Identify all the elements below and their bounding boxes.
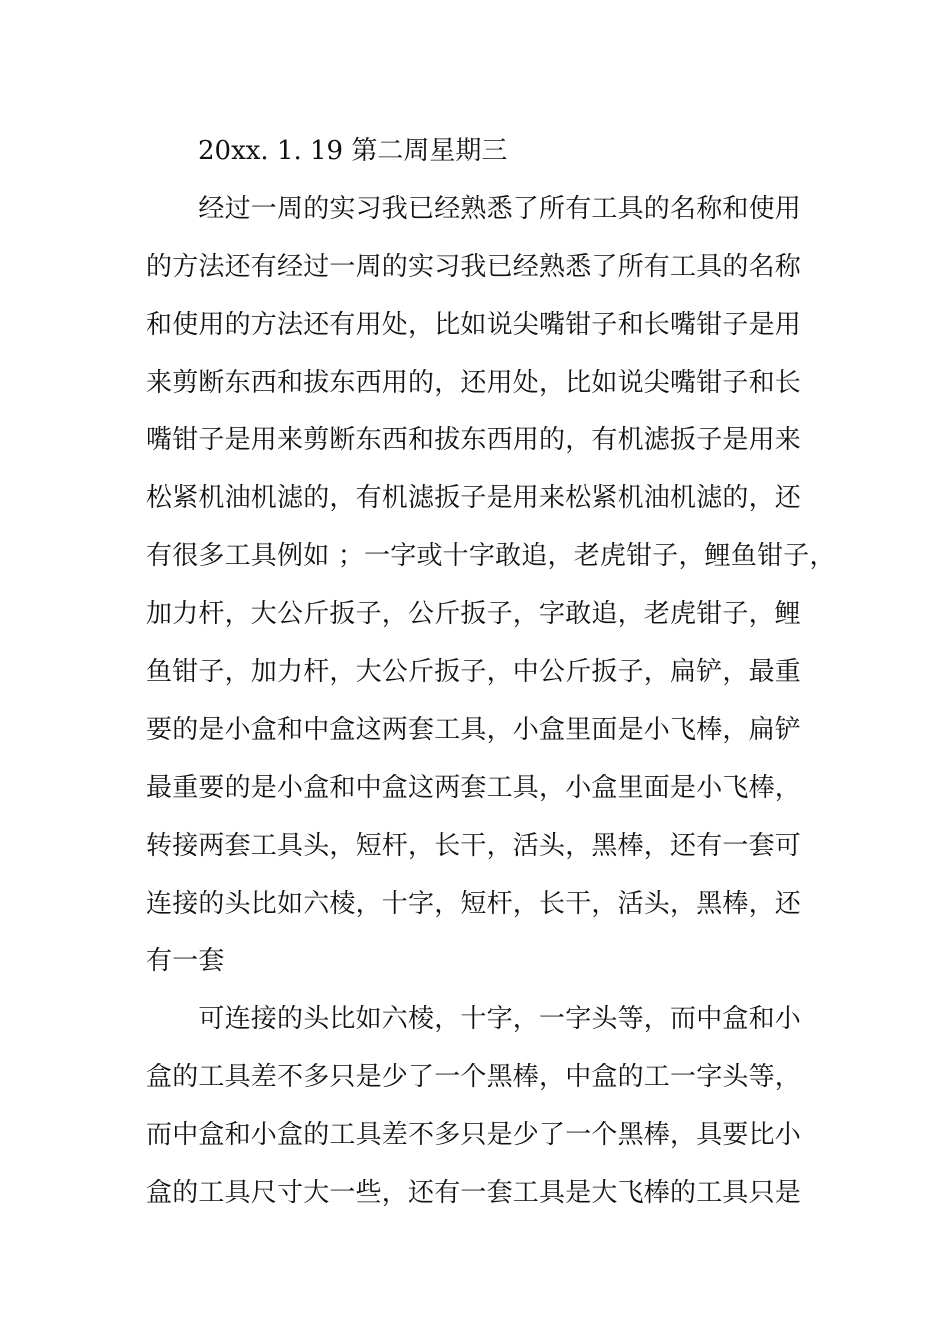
paragraph-line: 最重要的是小盒和中盒这两套工具，小盒里面是小飞棒， — [146, 772, 802, 803]
paragraph-2 — [146, 996, 811, 1228]
paragraph-line: 盒的工具差不多只是少了一个黑棒，中盒的工一字头等， — [146, 1062, 802, 1093]
paragraph-line: 转接两套工具头，短杆，长干，活头，黑棒，还有一套可 — [146, 830, 802, 861]
paragraph-line: 盒的工具尺寸大一些，还有一套工具是大飞棒的工具只是 — [146, 1178, 802, 1209]
paragraph-line: 有很多工具例如 ；一字或十字敢追，老虎钳子，鲤鱼钳子， — [146, 541, 836, 572]
paragraph-line: 加力杆，大公斤扳子，公斤扳子，字敢追，老虎钳子，鲤 — [146, 599, 802, 630]
paragraph-line: 经过一周的实习我已经熟悉了所有工具的名称和使用 — [146, 193, 802, 224]
date-heading — [146, 128, 811, 186]
paragraph-line: 而中盒和小盒的工具差不多只是少了一个黑棒，具要比小 — [146, 1120, 802, 1151]
paragraph-line: 可连接的头比如六棱，十字，一字头等，而中盒和小 — [146, 1004, 802, 1035]
paragraph-line: 嘴钳子是用来剪断东西和拔东西用的，有机滤扳子是用来 — [146, 425, 802, 456]
paragraph-line: 连接的头比如六棱，十字，短杆，长干，活头，黑棒，还 — [146, 888, 802, 919]
date-heading-text: 20xx. 1. 19 第二周星期三 — [198, 136, 508, 166]
paragraph-line: 和使用的方法还有用处，比如说尖嘴钳子和长嘴钳子是用 — [146, 309, 802, 340]
paragraph-line: 松紧机油机滤的，有机滤扳子是用来松紧机油机滤的，还 — [146, 483, 802, 514]
paragraph-line: 要的是小盒和中盒这两套工具，小盒里面是小飞棒，扁铲 — [146, 714, 802, 745]
paragraph-1 — [146, 186, 836, 996]
paragraph-line: 的方法还有经过一周的实习我已经熟悉了所有工具的名称 — [146, 251, 802, 282]
paragraph-line: 鱼钳子，加力杆，大公斤扳子，中公斤扳子，扁铲，最重 — [146, 657, 802, 688]
paragraph-line: 来剪断东西和拔东西用的，还用处，比如说尖嘴钳子和长 — [146, 367, 802, 398]
document-body — [146, 128, 836, 1228]
paragraph-line: 有一套 — [146, 946, 225, 977]
